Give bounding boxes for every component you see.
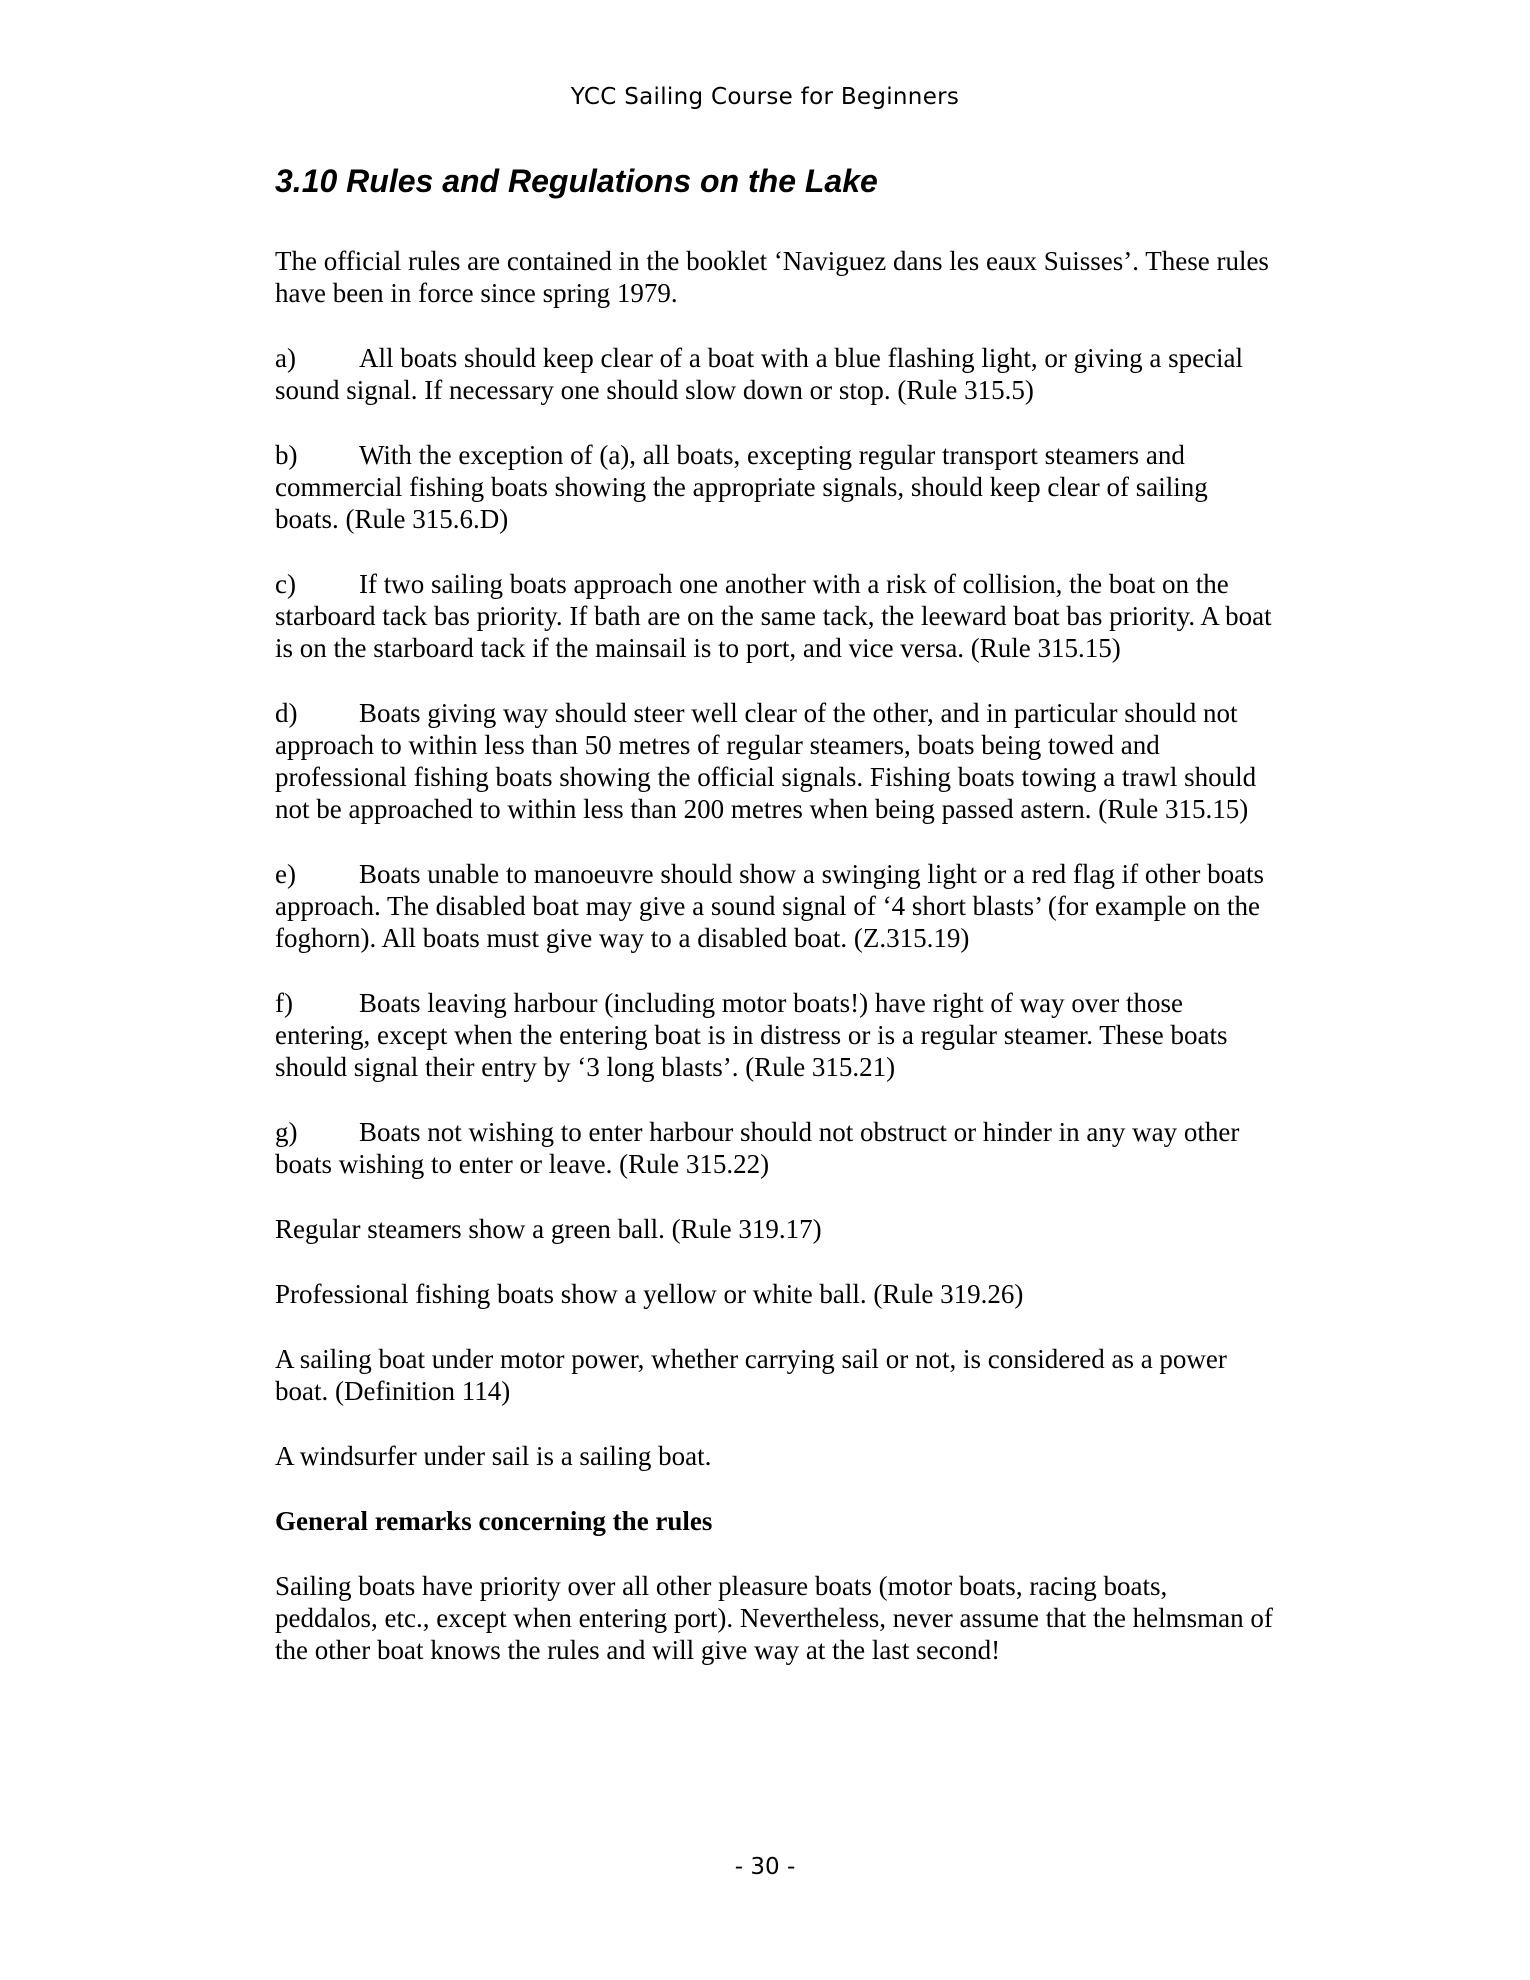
- rule-letter: c): [275, 569, 296, 599]
- section-title: 3.10 Rules and Regulations on the Lake: [275, 163, 878, 199]
- rule-b: [275, 439, 1275, 535]
- rule-letter: a): [275, 343, 296, 373]
- rule-letter: g): [275, 1117, 298, 1147]
- rule-text: If two sailing boats approach one another with a risk of collision, the boat on the starboard tack bas priority. If bath are on the same tack, the leeward boat bas priority. A boat is on the starboard tack if the mainsail is to port, and vice versa. (Rule 315.15): [275, 569, 1272, 663]
- remarks-paragraph: Sailing boats have priority over all other pleasure boats (motor boats, racing boats, peddalos, etc., except when entering port). Nevertheless, never assume that the helmsman of the other boat knows the rules and will give way at the last second!: [275, 1571, 1273, 1665]
- rule-e: [275, 858, 1275, 954]
- note-steamers: Regular steamers show a green ball. (Rule 319.17): [275, 1214, 822, 1244]
- rule-letter: e): [275, 859, 296, 889]
- rule-letter: b): [275, 440, 298, 470]
- page-number: - 30 -: [734, 1854, 796, 1880]
- rule-text: Boats not wishing to enter harbour should not obstruct or hinder in any way other boats wishing to enter or leave. (Rule 315.22): [275, 1117, 1240, 1179]
- rule-a: [275, 342, 1275, 406]
- rule-text: Boats giving way should steer well clear of the other, and in particular should not approach to within less than 50 metres of regular steamers, boats being towed and professional fishing boats showing the official signals. Fishing boats towing a trawl should not be approached to within less than 200 metres when being passed astern. (Rule 315.15): [275, 698, 1257, 824]
- rule-d: [275, 697, 1275, 825]
- rule-g: [275, 1116, 1275, 1180]
- rule-text: Boats unable to manoeuvre should show a swinging light or a red flag if other boats approach. The disabled boat may give a sound signal of ‘4 short blasts’ (for example on the foghorn). All boats must give way to a disabled boat. (Z.315.19): [275, 859, 1265, 953]
- rule-text: All boats should keep clear of a boat with a blue flashing light, or giving a special sound signal. If necessary one should slow down or stop. (Rule 315.5): [275, 343, 1244, 405]
- rule-text: With the exception of (a), all boats, excepting regular transport steamers and commercial fishing boats showing the appropriate signals, should keep clear of sailing boats. (Rule 315.6.D): [275, 440, 1208, 534]
- note-motor-power: A sailing boat under motor power, whether carrying sail or not, is considered as a power boat. (Definition 114): [275, 1344, 1227, 1406]
- rule-c: [275, 568, 1275, 664]
- rule-letter: f): [275, 988, 293, 1018]
- running-header: YCC Sailing Course for Beginners: [570, 84, 960, 110]
- rule-f: [275, 987, 1275, 1083]
- document-body: [275, 245, 1275, 1699]
- note-windsurfer: A windsurfer under sail is a sailing boat.: [275, 1441, 712, 1471]
- intro-paragraph: The official rules are contained in the booklet ‘Naviguez dans les eaux Suisses’. These rules have been in force since spring 1979.: [275, 246, 1269, 308]
- rule-letter: d): [275, 698, 298, 728]
- rule-text: Boats leaving harbour (including motor boats!) have right of way over those entering, except when the entering boat is in distress or is a regular steamer. These boats should signal their entry by ‘3 long blasts’. (Rule 315.21): [275, 988, 1228, 1082]
- note-fishing-boats: Professional fishing boats show a yellow or white ball. (Rule 319.26): [275, 1279, 1024, 1309]
- remarks-heading: General remarks concerning the rules: [275, 1506, 713, 1536]
